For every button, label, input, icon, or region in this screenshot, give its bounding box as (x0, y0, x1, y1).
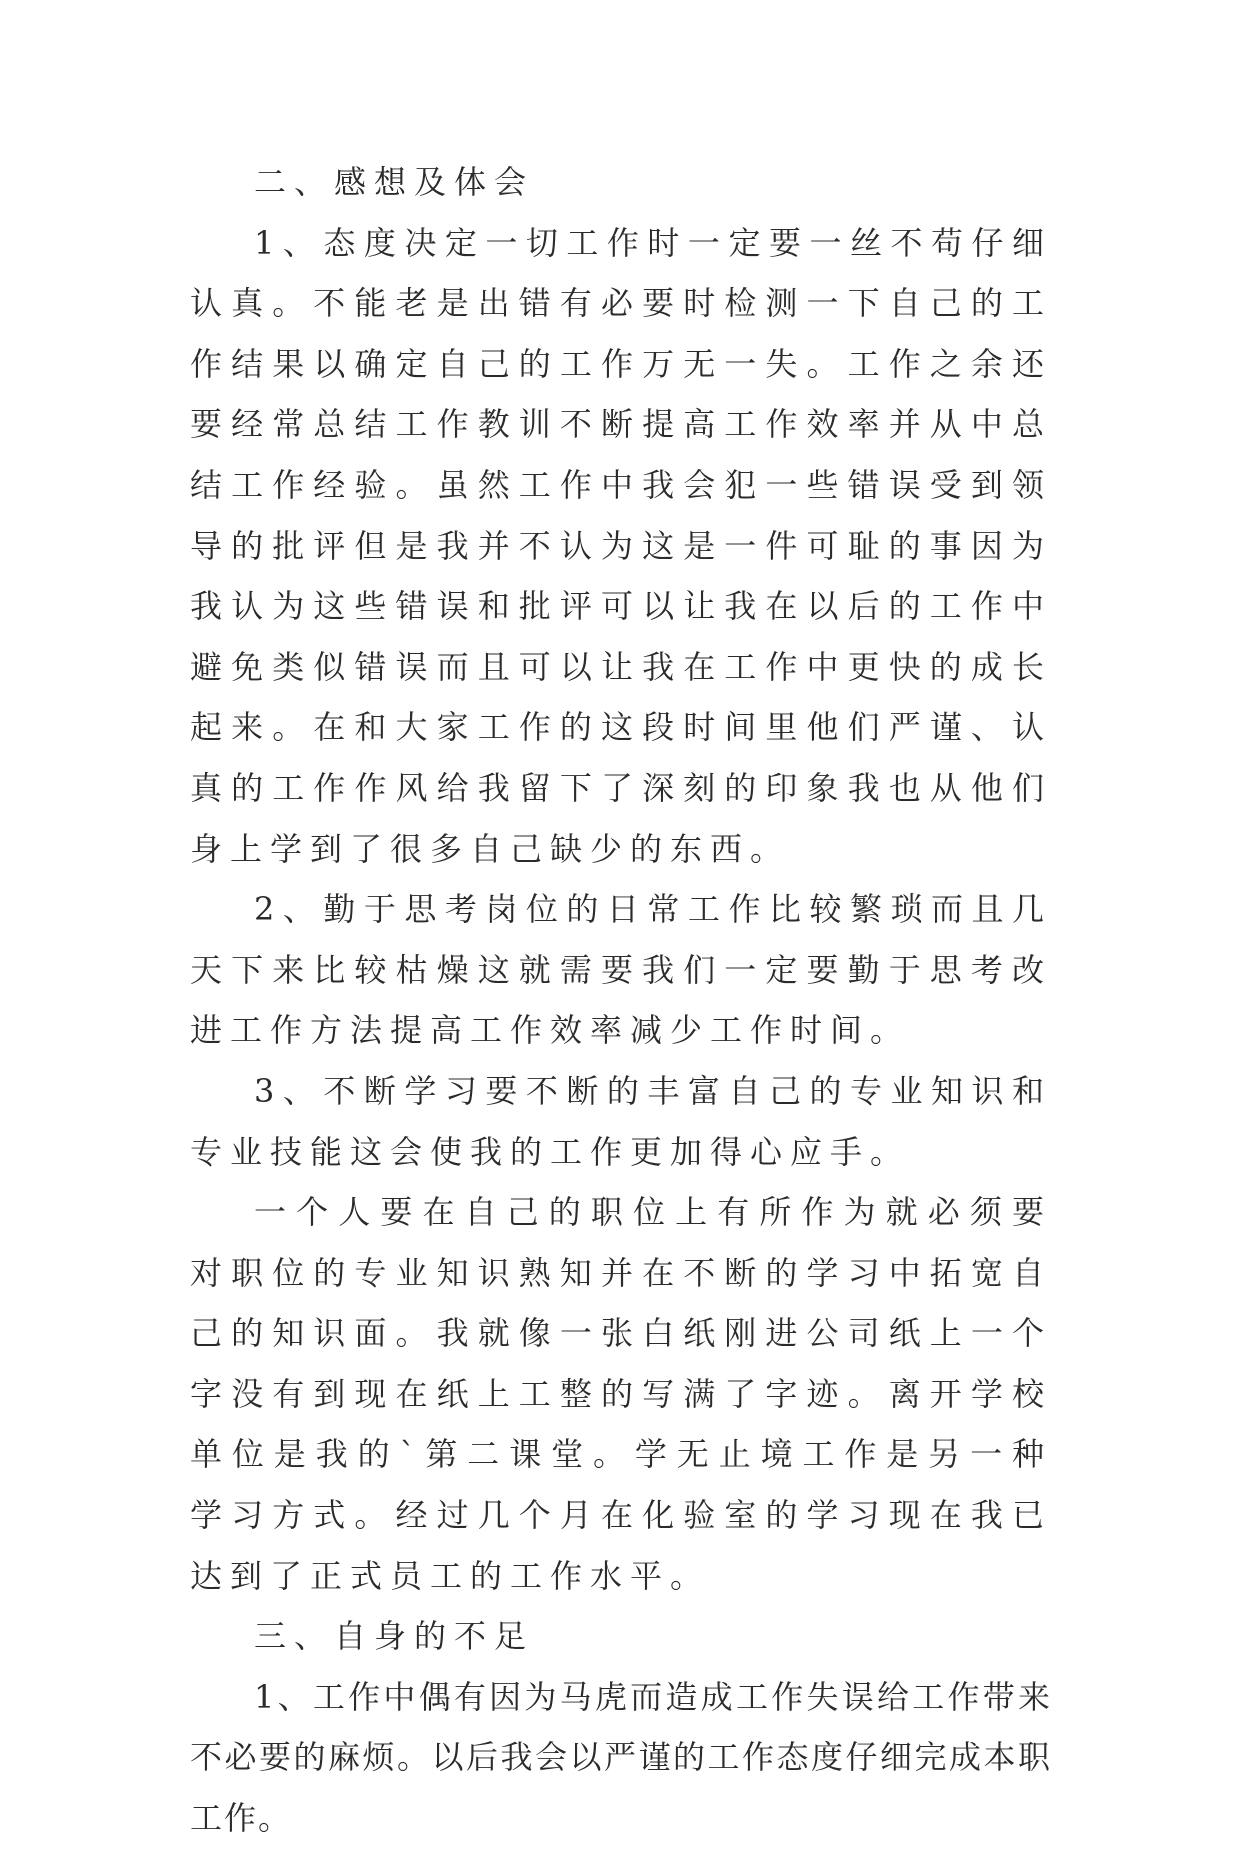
paragraph-continuous-learning: 3、不断学习要不断的丰富自己的专业知识和专业技能这会使我的工作更加得心应手。 (190, 1071, 1052, 1171)
document-body (190, 152, 1052, 1849)
paragraph-diligent-thinking: 2、勤于思考岗位的日常工作比较繁琐而且几天下来比较枯燥这就需要我们一定要勤于思考改进工作方法提高工作效率减少工作时间。 (190, 890, 1052, 1050)
section-heading-shortcomings: 三、自身的不足 (254, 1617, 535, 1656)
paragraph-attitude: 1、态度决定一切工作时一定要一丝不苟仔细认真。不能老是出错有必要时检测一下自己的工作结果以确定自己的工作万无一失。工作之余还要经常总结工作教训不断提高工作效率并从中总结工作经验。虽然工作中我会犯一些错误受到领导的批评但是我并不认为这是一件可耻的事因为我认为这些错误和批评可以让我在以后的工作中避免类似错误而且可以让我在工作中更快的成长起来。在和大家工作的这段时间里他们严谨、认真的工作作风给我留下了深刻的印象我也从他们身上学到了很多自己缺少的东西。 (190, 223, 1052, 868)
paragraph-professional-knowledge: 一个人要在自己的职位上有所作为就必须要对职位的专业知识熟知并在不断的学习中拓宽自己的知识面。我就像一张白纸刚进公司纸上一个字没有到现在纸上工整的写满了字迹。离开学校单位是我的`第二课堂。学无止境工作是另一种学习方式。经过几个月在化验室的学习现在我已达到了正式员工的工作水平。 (190, 1193, 1052, 1595)
paragraph-carelessness: 1、工作中偶有因为马虎而造成工作失误给工作带来不必要的麻烦。以后我会以严谨的工作态度仔细完成本职工作。 (190, 1677, 1052, 1838)
section-heading-feelings: 二、感想及体会 (254, 163, 535, 201)
